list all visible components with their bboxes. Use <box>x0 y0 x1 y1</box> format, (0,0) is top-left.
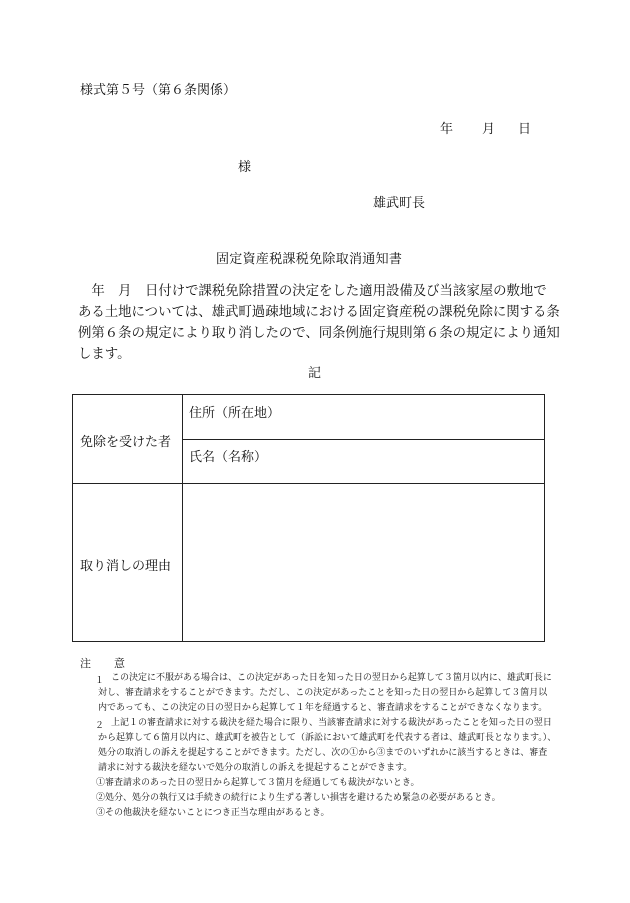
info-table <box>72 394 545 642</box>
recipient-label: 免除を受けた者 <box>80 435 172 450</box>
note-line: 対し、審査請求をすることができます。ただし、この決定があったことを知った日の翌日から起算して３箇月以 <box>98 688 548 698</box>
date-day-label: 日 <box>518 122 532 137</box>
note-sub-item: ①審査請求のあった日の翌日から起算して３箇月を経過しても裁決がないとき。 <box>96 778 420 788</box>
table-divider-recipient-reason <box>73 483 544 484</box>
note-sub-item: ③その他裁決を経ないことにつき正当な理由があるとき。 <box>96 808 330 818</box>
date-year-label: 年 <box>440 122 454 137</box>
note-number: １ <box>95 676 105 686</box>
addressee-suffix: 様 <box>238 160 252 175</box>
table-divider-address-name <box>182 439 544 440</box>
note-line: 内であっても、この決定の日の翌日から起算して１年を経過すると、審査請求をすることができなくなります。 <box>98 703 548 713</box>
name-label: 氏名（名称） <box>189 450 268 465</box>
note-sub-item: ②処分、処分の執行又は手続きの続行により生ずる著しい損害を避けるため緊急の必要があるとき。 <box>96 793 501 803</box>
body-line: 年 月 日付けで課税免除措置の決定をした適用設備及び当該家屋の敷地で <box>78 284 547 299</box>
note-line: 請求に対する裁決を経ないで処分の取消しの訴えを提起することができます。 <box>98 763 413 773</box>
body-line: 例第６条の規定により取り消したので、同条例施行規則第６条の規定により通知 <box>78 326 560 341</box>
notes-heading: 注 意 <box>80 657 131 670</box>
form-number: 様式第５号（第６条関係） <box>80 83 237 98</box>
note-line: から起算して６箇月以内に、雄武町を被告として（訴訟において雄武町を代表する者は、雄武町長となります。）、 <box>98 733 557 743</box>
body-line: ある土地については、雄武町過疎地域における固定資産税の課税免除に関する条 <box>78 305 560 320</box>
note-line: この決定に不服がある場合は、この決定があった日を知った日の翌日から起算して３箇月以内に、雄武町長に <box>111 673 552 683</box>
body-paragraph <box>78 281 560 365</box>
reason-label: 取り消しの理由 <box>80 559 172 574</box>
sender-name: 雄武町長 <box>373 196 426 211</box>
address-label: 住所（所在地） <box>189 406 281 421</box>
note-number: ２ <box>95 721 105 731</box>
document-title: 固定資産税課税免除取消通知書 <box>216 252 403 267</box>
note-line: 上記１の審査請求に対する裁決を経た場合に限り、当該審査請求に対する裁決があったことを知った日の翌日 <box>111 718 552 728</box>
note-line: 処分の取消しの訴えを提起することができます。ただし、次の①から③までのいずれかに該当するときは、審査 <box>98 748 548 758</box>
table-divider-vertical <box>182 395 183 641</box>
body-line: します。 <box>78 347 131 362</box>
date-month-label: 月 <box>482 122 496 137</box>
ki-heading: 記 <box>308 366 322 381</box>
